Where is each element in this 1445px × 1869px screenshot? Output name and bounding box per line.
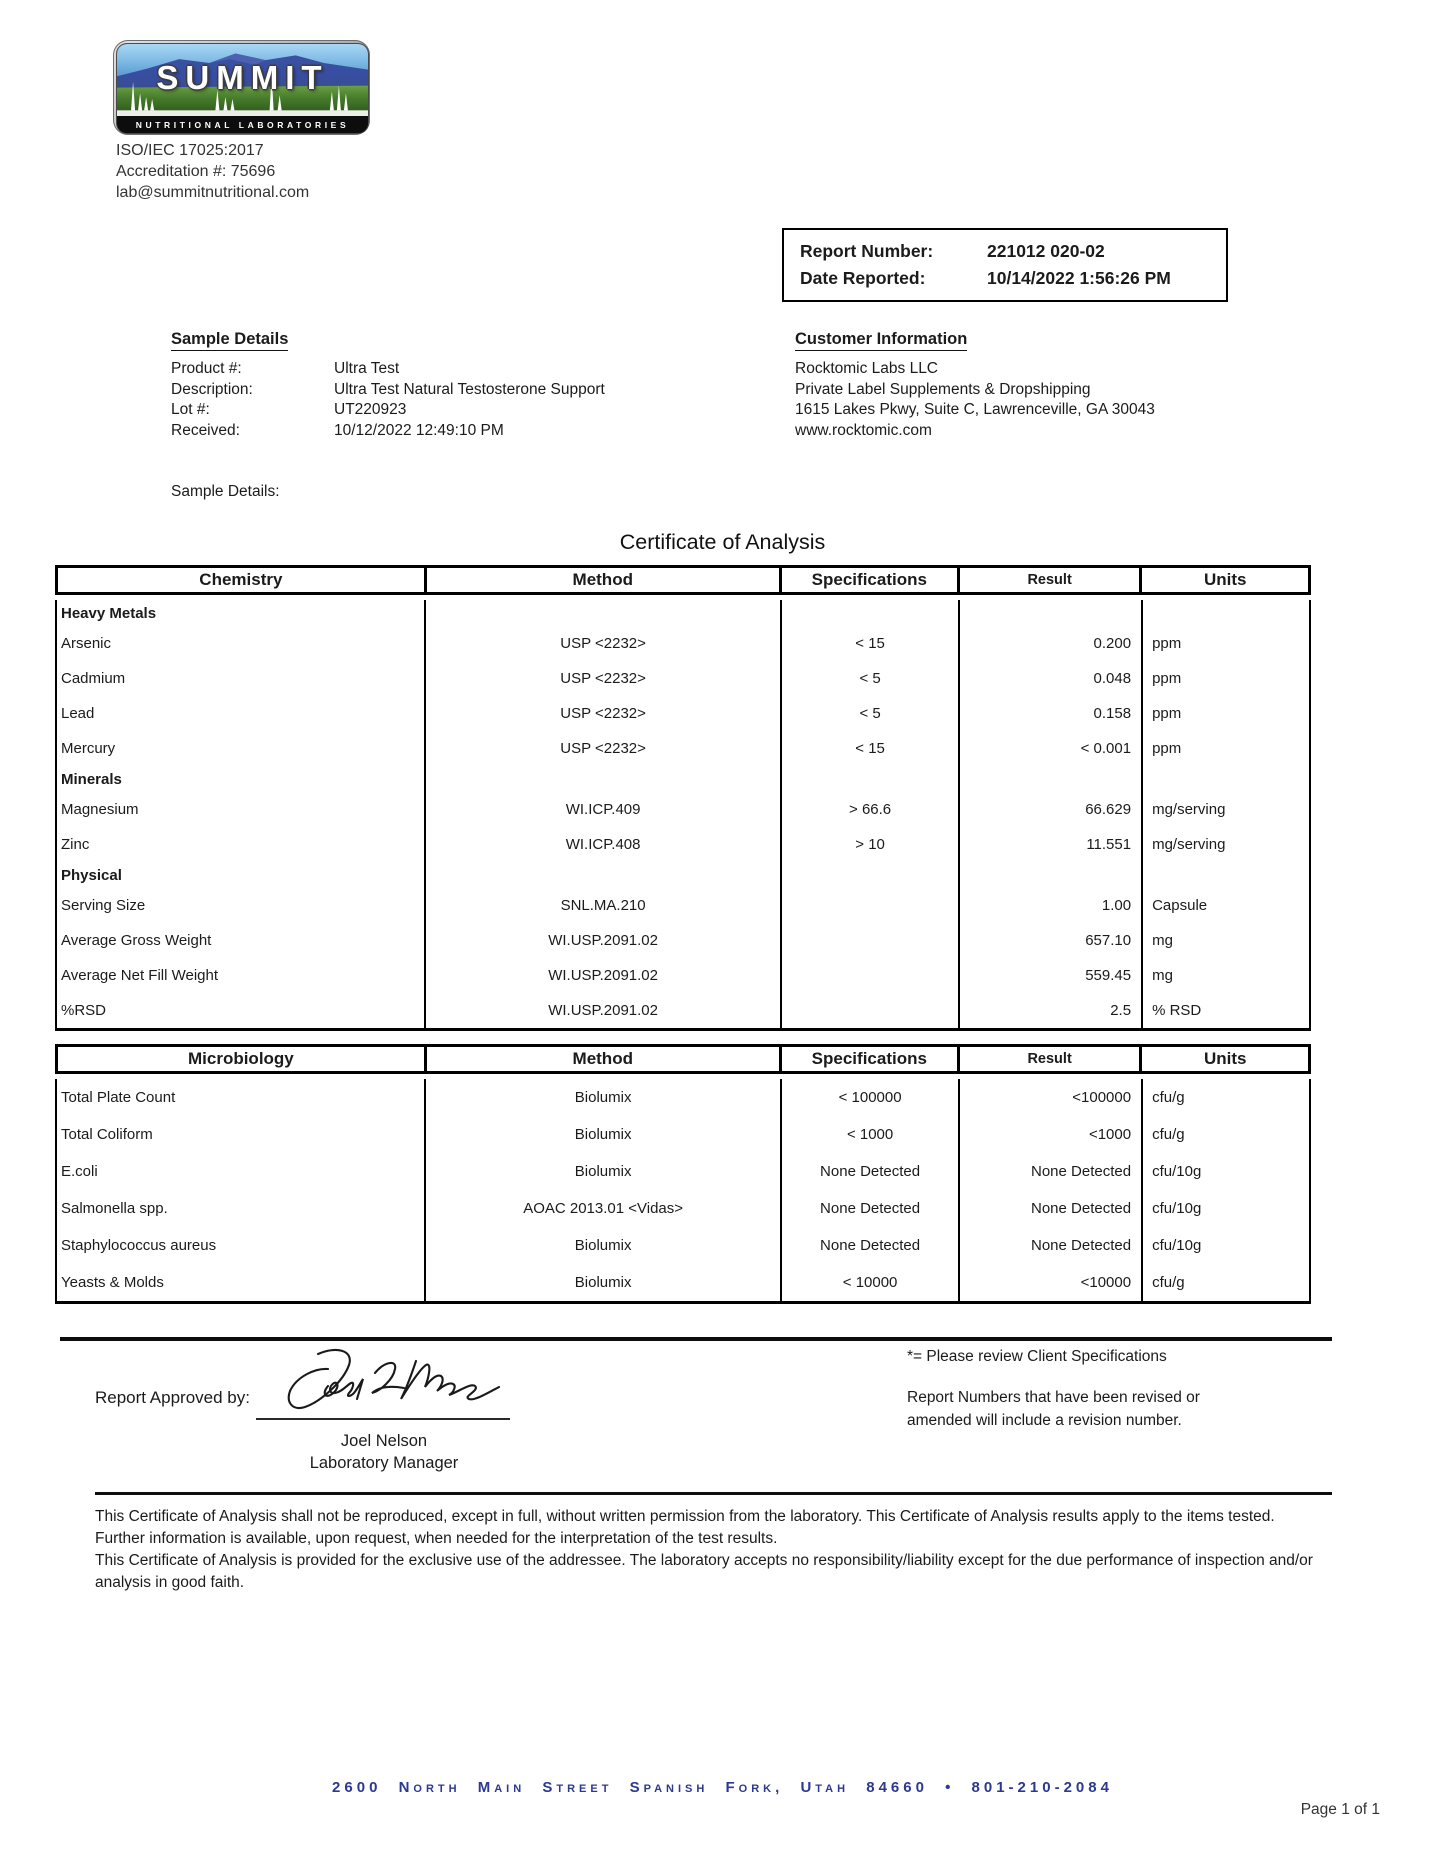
chemistry-cell-units: ppm [1152, 705, 1182, 722]
microbiology-cell-spec: None Detected [782, 1190, 960, 1227]
chemistry-cell-units [1143, 766, 1309, 792]
disclaimer-paragraph-2: This Certificate of Analysis is provided for the exclusive use of the addressee. The laboratory accepts no responsibility/liability except for the due performance of inspection and/or analysis in good faith. [95, 1552, 1313, 1591]
chemistry-data-row [57, 923, 1309, 958]
chemistry-cell-method [426, 862, 782, 888]
customer-info-heading: Customer Information [795, 330, 967, 351]
chemistry-cell-spec [782, 766, 960, 792]
microbiology-cell-result: None Detected [960, 1190, 1143, 1227]
microbiology-table-header [55, 1044, 1311, 1074]
chemistry-section-row [57, 862, 1309, 888]
chemistry-table-header [55, 565, 1311, 595]
sample-details-heading: Sample Details [171, 330, 288, 351]
chemistry-cell-name: Heavy Metals [57, 600, 426, 626]
chemistry-cell-units: % RSD [1152, 1002, 1202, 1019]
revision-note: Report Numbers that have been revised or amended will include a revision number. [907, 1389, 1200, 1429]
chemistry-cell-result: 0.200 [960, 626, 1143, 661]
divider-rule-top [60, 1337, 1332, 1341]
chemistry-cell-method: USP <2232> [426, 661, 782, 696]
chemistry-cell-units: Capsule [1152, 897, 1208, 914]
product-value: Ultra Test [334, 360, 400, 377]
chemistry-header-specifications: Specifications [782, 568, 960, 592]
microbiology-cell-result: None Detected [960, 1227, 1143, 1264]
microbiology-cell-name: E.coli [57, 1153, 426, 1190]
chemistry-data-row [57, 993, 1309, 1028]
customer-website: www.rocktomic.com [795, 421, 932, 439]
chemistry-cell-spec: > 66.6 [782, 792, 960, 827]
chemistry-cell-units: ppm [1152, 670, 1182, 687]
microbiology-table-body [55, 1079, 1311, 1304]
chemistry-cell-name: Minerals [57, 766, 426, 792]
microbiology-cell-spec: < 10000 [782, 1264, 960, 1301]
microbiology-cell-method: Biolumix [426, 1264, 782, 1301]
chemistry-cell-method: SNL.MA.210 [426, 888, 782, 923]
chemistry-header-chemistry: Chemistry [58, 568, 427, 592]
certificate-title: Certificate of Analysis [619, 530, 826, 554]
date-reported-label: Date Reported: [800, 268, 926, 288]
microbiology-cell-name: Yeasts & Molds [57, 1264, 426, 1301]
chemistry-cell-name: Cadmium [57, 661, 426, 696]
chemistry-cell-units: mg/serving [1152, 836, 1226, 853]
chemistry-cell-spec [782, 600, 960, 626]
report-number-value: 221012 020-02 [987, 241, 1105, 261]
chemistry-cell-result: 66.629 [960, 792, 1143, 827]
microbiology-header-microbiology: Microbiology [58, 1047, 427, 1071]
customer-tagline: Private Label Supplements & Dropshipping [795, 380, 1091, 398]
logo-subtitle-bar: NUTRITIONAL LABORATORIES [117, 116, 368, 133]
microbiology-cell-result: <1000 [960, 1116, 1143, 1153]
microbiology-cell-spec: < 100000 [782, 1079, 960, 1116]
microbiology-data-row [57, 1079, 1309, 1116]
microbiology-cell-name: Salmonella spp. [57, 1190, 426, 1227]
accreditation-block [116, 140, 309, 203]
chemistry-cell-result: 0.158 [960, 696, 1143, 731]
chemistry-cell-spec [782, 888, 960, 923]
chemistry-section-row [57, 766, 1309, 792]
chemistry-header-method: Method [427, 568, 782, 592]
chemistry-data-row [57, 696, 1309, 731]
microbiology-data-row [57, 1227, 1309, 1264]
chemistry-cell-name: Magnesium [57, 792, 426, 827]
microbiology-table [55, 1044, 1311, 1304]
chemistry-cell-result [960, 766, 1143, 792]
sample-details-extra-label: Sample Details: [171, 483, 280, 500]
microbiology-header-result: Result [960, 1047, 1143, 1071]
chemistry-cell-result: 0.048 [960, 661, 1143, 696]
iso-standard-text: ISO/IEC 17025:2017 [116, 142, 264, 159]
chemistry-cell-name: Average Gross Weight [57, 923, 426, 958]
chemistry-table-body [55, 600, 1311, 1031]
microbiology-header-method: Method [427, 1047, 782, 1071]
microbiology-data-row [57, 1264, 1309, 1301]
microbiology-cell-method: Biolumix [426, 1116, 782, 1153]
microbiology-header-units: Units [1203, 1049, 1247, 1068]
microbiology-cell-spec: None Detected [782, 1227, 960, 1264]
chemistry-cell-name: Lead [57, 696, 426, 731]
microbiology-cell-name: Staphylococcus aureus [57, 1227, 426, 1264]
microbiology-data-row [57, 1116, 1309, 1153]
microbiology-cell-units: cfu/10g [1152, 1163, 1202, 1180]
microbiology-cell-units: cfu/10g [1152, 1237, 1202, 1254]
microbiology-cell-spec: < 1000 [782, 1116, 960, 1153]
report-info-box [782, 228, 1228, 302]
customer-name: Rocktomic Labs LLC [795, 360, 939, 377]
chemistry-cell-spec: < 15 [782, 731, 960, 766]
microbiology-cell-name: Total Plate Count [57, 1079, 426, 1116]
signature-image [250, 1342, 512, 1420]
description-value: Ultra Test Natural Testosterone Support [334, 380, 605, 398]
chemistry-cell-spec: < 15 [782, 626, 960, 661]
chemistry-section-row [57, 600, 1309, 626]
chemistry-cell-result: 559.45 [960, 958, 1143, 993]
chemistry-header-result: Result [960, 568, 1143, 592]
microbiology-cell-method: AOAC 2013.01 <Vidas> [426, 1190, 782, 1227]
summit-logo [113, 40, 370, 135]
chemistry-data-row [57, 792, 1309, 827]
chemistry-data-row [57, 958, 1309, 993]
chemistry-cell-name: Physical [57, 862, 426, 888]
chemistry-data-row [57, 731, 1309, 766]
chemistry-cell-spec [782, 958, 960, 993]
divider-rule-bottom [95, 1492, 1332, 1495]
chemistry-cell-result: 11.551 [960, 827, 1143, 862]
report-approved-by-label: Report Approved by: [95, 1388, 250, 1407]
signature-line [256, 1418, 510, 1420]
chemistry-cell-name: %RSD [57, 993, 426, 1028]
chemistry-cell-units [1143, 600, 1309, 626]
lab-email-text: lab@summitnutritional.com [116, 184, 310, 201]
chemistry-cell-result: < 0.001 [960, 731, 1143, 766]
microbiology-cell-method: Biolumix [426, 1227, 782, 1264]
chemistry-cell-method [426, 600, 782, 626]
microbiology-header-specifications: Specifications [782, 1047, 960, 1071]
chemistry-cell-result [960, 600, 1143, 626]
chemistry-cell-result: 2.5 [960, 993, 1143, 1028]
chemistry-cell-spec [782, 862, 960, 888]
client-specifications-note: *= Please review Client Specifications [907, 1348, 1167, 1365]
chemistry-cell-method: USP <2232> [426, 731, 782, 766]
microbiology-cell-spec: None Detected [782, 1153, 960, 1190]
microbiology-data-row [57, 1190, 1309, 1227]
chemistry-cell-spec [782, 923, 960, 958]
chemistry-cell-name: Zinc [57, 827, 426, 862]
logo-wordmark: SUMMIT [156, 58, 329, 96]
microbiology-cell-result: <10000 [960, 1264, 1143, 1301]
chemistry-cell-name: Arsenic [57, 626, 426, 661]
chemistry-table [55, 565, 1311, 1031]
chemistry-cell-method: WI.USP.2091.02 [426, 923, 782, 958]
lot-value: UT220923 [334, 401, 407, 418]
chemistry-data-row [57, 626, 1309, 661]
microbiology-cell-units: cfu/10g [1152, 1200, 1202, 1217]
chemistry-cell-spec: < 5 [782, 696, 960, 731]
chemistry-cell-spec [782, 993, 960, 1028]
microbiology-cell-result: <100000 [960, 1079, 1143, 1116]
customer-address: 1615 Lakes Pkwy, Suite C, Lawrenceville, GA 30043 [795, 401, 1155, 418]
chemistry-data-row [57, 888, 1309, 923]
microbiology-cell-method: Biolumix [426, 1079, 782, 1116]
chemistry-data-row [57, 827, 1309, 862]
chemistry-cell-method: USP <2232> [426, 696, 782, 731]
chemistry-header-units: Units [1203, 570, 1247, 589]
chemistry-cell-result [960, 862, 1143, 888]
microbiology-cell-result: None Detected [960, 1153, 1143, 1190]
sample-details-fields [171, 359, 605, 441]
chemistry-cell-result: 657.10 [960, 923, 1143, 958]
chemistry-data-row [57, 661, 1309, 696]
chemistry-cell-method: WI.USP.2091.02 [426, 958, 782, 993]
chemistry-cell-method: WI.ICP.408 [426, 827, 782, 862]
microbiology-cell-method: Biolumix [426, 1153, 782, 1190]
received-label: Received: [171, 421, 240, 439]
signer-name: Joel Nelson [340, 1432, 428, 1450]
chemistry-cell-name: Serving Size [57, 888, 426, 923]
chemistry-cell-units: mg [1152, 932, 1173, 949]
microbiology-cell-units: cfu/g [1152, 1126, 1185, 1143]
date-reported-value: 10/14/2022 1:56:26 PM [987, 268, 1171, 288]
chemistry-cell-spec: > 10 [782, 827, 960, 862]
received-value: 10/12/2022 12:49:10 PM [334, 421, 504, 439]
accreditation-number-text: Accreditation #: 75696 [116, 163, 276, 180]
chemistry-cell-units [1143, 862, 1309, 888]
chemistry-cell-name: Average Net Fill Weight [57, 958, 426, 993]
chemistry-cell-units: mg/serving [1152, 801, 1226, 818]
description-label: Description: [171, 380, 253, 398]
chemistry-cell-name: Mercury [57, 731, 426, 766]
chemistry-cell-result: 1.00 [960, 888, 1143, 923]
chemistry-cell-spec: < 5 [782, 661, 960, 696]
disclaimer-paragraph-1: This Certificate of Analysis shall not be reproduced, except in full, without written permission from the laboratory. This Certificate of Analysis results apply to the items tested. Further information is available, upon request, when needed for the interpretation of the test results. [95, 1508, 1275, 1547]
chemistry-cell-method: USP <2232> [426, 626, 782, 661]
page-number: Page 1 of 1 [1300, 1801, 1380, 1818]
disclaimer-block [95, 1506, 1320, 1594]
chemistry-cell-units: ppm [1152, 635, 1182, 652]
lab-address-footer: 2600 North Main Street Spanish Fork, Utah 84660 • 801-210-2084 [332, 1779, 1113, 1796]
product-label: Product #: [171, 360, 242, 377]
microbiology-data-row [57, 1153, 1309, 1190]
lot-label: Lot #: [171, 401, 210, 418]
signer-title: Laboratory Manager [309, 1454, 459, 1472]
report-number-label: Report Number: [800, 241, 934, 261]
customer-info-section [795, 330, 1155, 441]
sample-details-section [171, 330, 605, 441]
chemistry-cell-method: WI.USP.2091.02 [426, 993, 782, 1028]
chemistry-cell-units: ppm [1152, 740, 1182, 757]
chemistry-cell-method [426, 766, 782, 792]
microbiology-cell-units: cfu/g [1152, 1274, 1185, 1291]
microbiology-cell-name: Total Coliform [57, 1116, 426, 1153]
chemistry-cell-method: WI.ICP.409 [426, 792, 782, 827]
chemistry-cell-units: mg [1152, 967, 1173, 984]
microbiology-cell-units: cfu/g [1152, 1089, 1185, 1106]
summit-logo-landscape [117, 44, 368, 116]
summit-logo-frame [116, 43, 369, 134]
